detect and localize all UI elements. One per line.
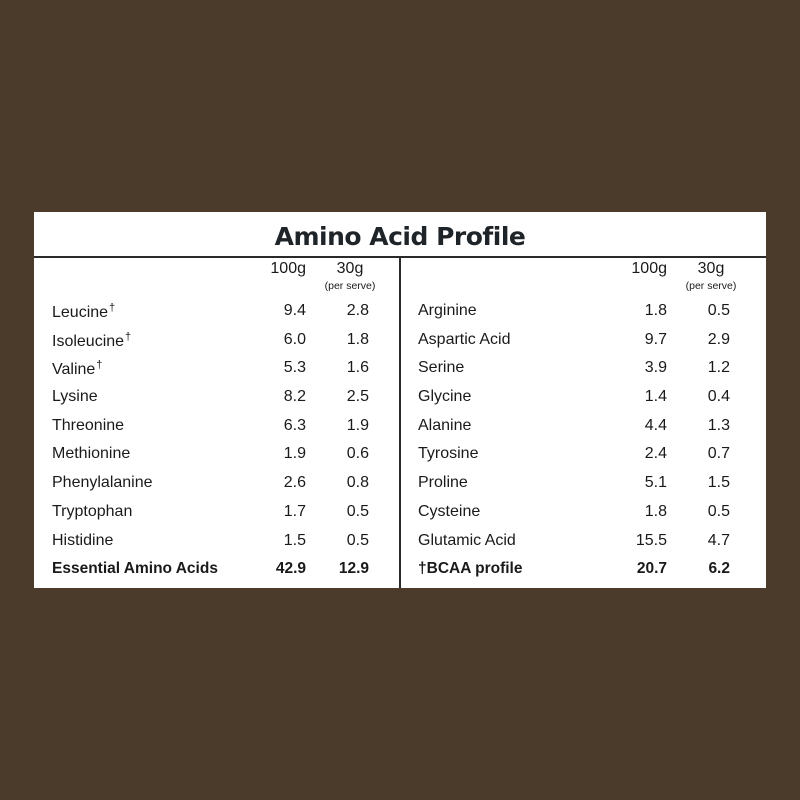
right-header (401, 258, 766, 298)
left-rows (34, 296, 399, 583)
value-100g: 5.1 (644, 474, 667, 492)
bcaa-mark: † (125, 330, 132, 343)
left-column (34, 258, 399, 588)
amino-acid-name (418, 331, 510, 349)
right-rows (401, 296, 766, 583)
table-row (401, 325, 766, 354)
value-30g: 0.4 (707, 388, 730, 406)
value-100g: 1.8 (644, 302, 667, 319)
amino-acid-name (52, 417, 124, 435)
value-100g: 9.4 (283, 302, 306, 319)
amino-acid-label: Histidine (52, 531, 114, 549)
table-row (34, 439, 399, 468)
amino-acid-name (418, 503, 480, 521)
amino-acid-label: Threonine (52, 416, 125, 434)
amino-acid-name (418, 417, 471, 435)
amino-acid-name (52, 302, 115, 322)
value-100g: 1.8 (644, 502, 667, 520)
amino-acid-label: Tyrosine (418, 445, 479, 463)
value-30g: 1.5 (707, 474, 730, 492)
value-30g: 0.8 (346, 474, 369, 492)
value-30g: 0.7 (707, 445, 730, 463)
value-30g: 0.5 (346, 531, 369, 549)
header-per-serve-note: (per serve) (685, 280, 737, 292)
value-100g: 3.9 (644, 359, 667, 377)
amino-acid-name (418, 445, 478, 463)
bcaa-mark: † (109, 302, 116, 314)
value-100g: 2.4 (644, 445, 667, 463)
total-100g: 20.7 (636, 560, 667, 578)
value-100g: 8.2 (283, 388, 306, 406)
table-title: Amino Acid Profile (274, 222, 526, 251)
amino-acid-name (52, 331, 131, 351)
value-100g: 9.7 (644, 330, 667, 348)
amino-acid-label: Phenylalanine (52, 474, 153, 492)
amino-acid-label: Glycine (418, 388, 472, 406)
value-30g: 0.5 (707, 302, 730, 319)
table-row (401, 353, 766, 382)
amino-acid-label: Tryptophan (52, 502, 133, 520)
amino-acid-label: Isoleucine (52, 332, 125, 350)
amino-acid-name (418, 474, 468, 492)
amino-acid-name (52, 474, 153, 492)
value-100g: 1.5 (283, 531, 306, 549)
table-row (401, 296, 766, 325)
table-row (401, 382, 766, 411)
value-100g: 6.0 (283, 330, 306, 348)
amino-acid-name (418, 302, 477, 320)
table-row (401, 497, 766, 526)
value-30g: 0.5 (707, 502, 730, 520)
amino-acid-label: Lysine (52, 388, 98, 406)
amino-acid-label: Cysteine (418, 502, 481, 520)
right-column (401, 258, 766, 588)
amino-acid-label: Leucine (52, 304, 109, 321)
total-30g: 6.2 (708, 560, 730, 578)
value-30g: 1.6 (346, 359, 369, 377)
value-100g: 1.7 (283, 502, 306, 520)
header-30g: 30g (336, 260, 364, 277)
value-30g: 2.5 (346, 388, 369, 406)
value-100g: 15.5 (635, 531, 667, 549)
header-100g: 100g (631, 260, 667, 277)
table-row (34, 296, 399, 325)
table-row (401, 439, 766, 468)
amino-acid-name (52, 503, 132, 521)
table-row (401, 468, 766, 497)
total-row (34, 554, 399, 583)
total-30g: 12.9 (338, 560, 369, 578)
value-100g: 1.4 (644, 388, 667, 406)
value-30g: 2.9 (707, 330, 730, 348)
amino-acid-name (418, 388, 471, 406)
table-row (401, 526, 766, 555)
amino-acid-name (52, 388, 98, 406)
value-100g: 4.4 (644, 416, 667, 434)
value-30g: 0.5 (346, 502, 369, 520)
total-100g: 42.9 (275, 560, 306, 578)
amino-acid-table (34, 212, 766, 588)
value-100g: 1.9 (283, 445, 306, 463)
table-row (34, 468, 399, 497)
value-30g: 1.9 (346, 416, 369, 434)
value-30g: 1.3 (707, 416, 730, 434)
total-label: †BCAA profile (418, 560, 523, 578)
table-row (34, 411, 399, 440)
amino-acid-label: Valine (52, 361, 96, 379)
header-100g: 100g (270, 260, 306, 277)
table-row (34, 497, 399, 526)
table-row (401, 411, 766, 440)
table-row (34, 353, 399, 382)
value-100g: 6.3 (283, 416, 306, 434)
table-row (34, 325, 399, 354)
value-100g: 5.3 (283, 359, 306, 377)
amino-acid-label: Aspartic Acid (418, 330, 511, 348)
value-30g: 1.8 (346, 330, 369, 348)
value-30g: 0.6 (346, 445, 369, 463)
left-header (34, 258, 399, 298)
amino-acid-label: Alanine (418, 416, 472, 434)
value-30g: 2.8 (346, 302, 369, 319)
table-row (34, 526, 399, 555)
amino-acid-label: Glutamic Acid (418, 531, 516, 549)
amino-acid-name (418, 532, 516, 550)
header-per-serve-note: (per serve) (324, 280, 376, 292)
value-30g: 4.7 (707, 531, 730, 549)
amino-acid-name (418, 359, 464, 377)
amino-acid-name (52, 359, 102, 379)
value-100g: 2.6 (283, 474, 306, 492)
amino-acid-name (52, 445, 130, 463)
amino-acid-label: Methionine (52, 445, 131, 463)
bcaa-mark: † (96, 359, 103, 372)
total-row (401, 554, 766, 583)
table-row (34, 382, 399, 411)
amino-acid-name (52, 532, 113, 550)
amino-acid-label: Arginine (418, 302, 477, 319)
total-label: Essential Amino Acids (52, 560, 218, 578)
amino-acid-label: Proline (418, 474, 468, 492)
value-30g: 1.2 (707, 359, 730, 377)
header-30g: 30g (697, 260, 725, 277)
amino-acid-label: Serine (418, 359, 465, 377)
